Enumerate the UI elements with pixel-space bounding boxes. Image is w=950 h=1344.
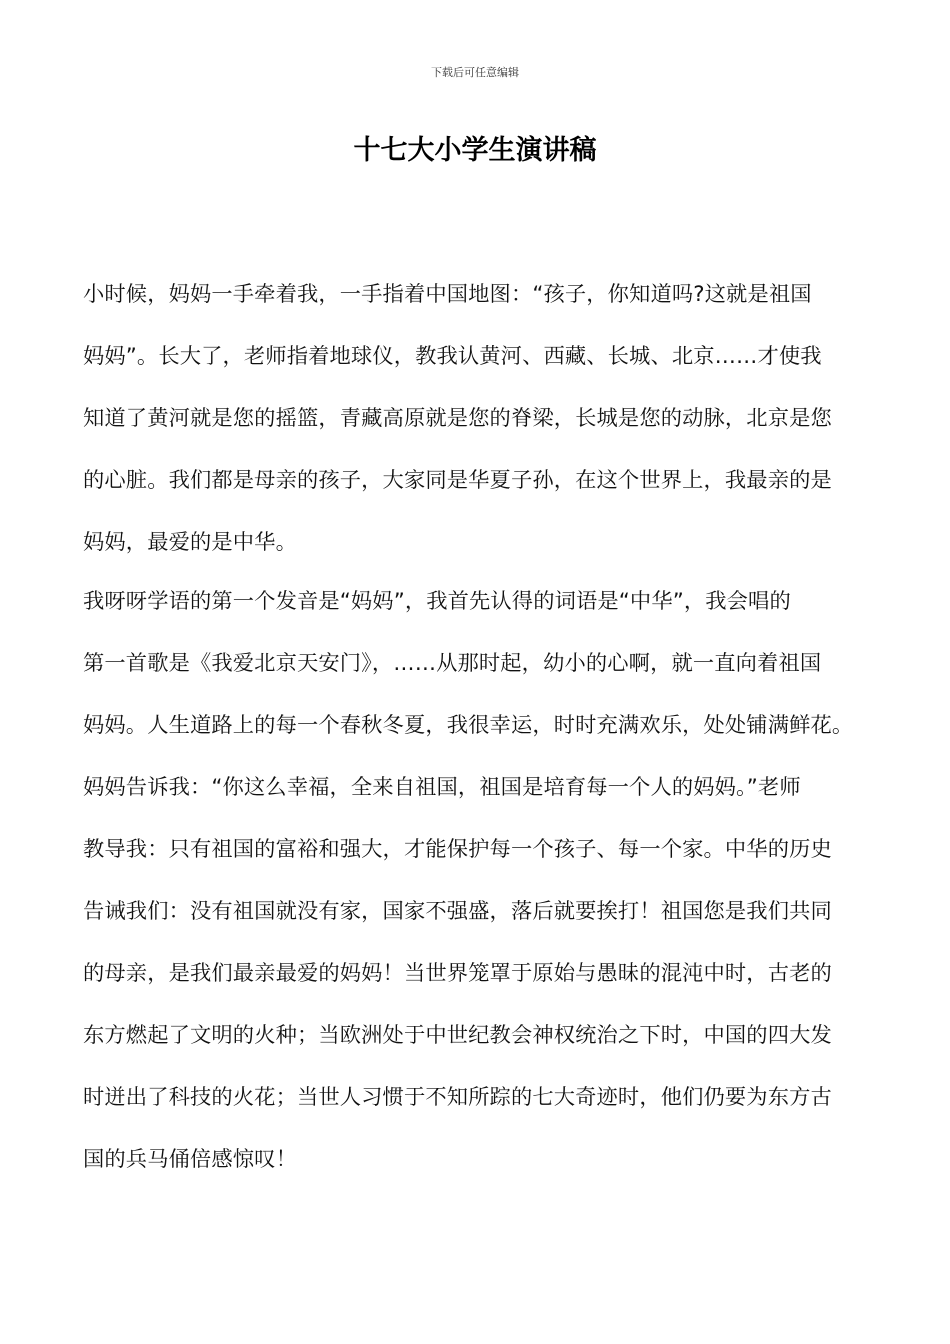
text-line: 的母亲，是我们最亲最爱的妈妈！当世界笼罩于原始与愚昧的混沌中时，古老的	[83, 961, 832, 986]
text-line: 的心脏。我们都是母亲的孩子，大家同是华夏子孙，在这个世界上，我最亲的是	[83, 468, 832, 493]
text-line: 国的兵马俑倍感惊叹！	[83, 1147, 297, 1172]
text-line: 告诫我们：没有祖国就没有家，国家不强盛，落后就要挨打！祖国您是我们共同	[83, 899, 832, 924]
text-line: 妈妈告诉我：“你这么幸福，全来自祖国，祖国是培育每一个人的妈妈。”老师	[83, 775, 801, 800]
text-line: 东方燃起了文明的火种；当欧洲处于中世纪教会神权统治之下时，中国的四大发	[83, 1023, 832, 1048]
text-line: 我呀呀学语的第一个发音是“妈妈”，我首先认得的词语是“中华”，我会唱的	[83, 589, 791, 614]
text-line: 知道了黄河就是您的摇篮，青藏高原就是您的脊梁，长城是您的动脉，北京是您	[83, 406, 832, 431]
text-line: 妈妈。人生道路上的每一个春秋冬夏，我很幸运，时时充满欢乐，处处铺满鲜花。	[83, 713, 854, 738]
text-line: 时迸出了科技的火花；当世人习惯于不知所踪的七大奇迹时，他们仍要为东方古	[83, 1085, 832, 1110]
text-line: 小时候，妈妈一手牵着我，一手指着中国地图：“孩子，你知道吗?这就是祖国	[83, 282, 812, 307]
text-line: 第一首歌是《我爱北京天安门》，……从那时起，幼小的心啊，就一直向着祖国	[83, 651, 822, 676]
text-line: 妈妈，最爱的是中华。	[83, 530, 297, 555]
document-title: 十七大小学生演讲稿	[353, 135, 597, 166]
text-line: 妈妈”。长大了，老师指着地球仪，教我认黄河、西藏、长城、北京……才使我	[83, 344, 822, 369]
header-note: 下载后可任意编辑	[431, 66, 519, 79]
text-line: 教导我：只有祖国的富裕和强大，才能保护每一个孩子、每一个家。中华的历史	[83, 837, 832, 862]
